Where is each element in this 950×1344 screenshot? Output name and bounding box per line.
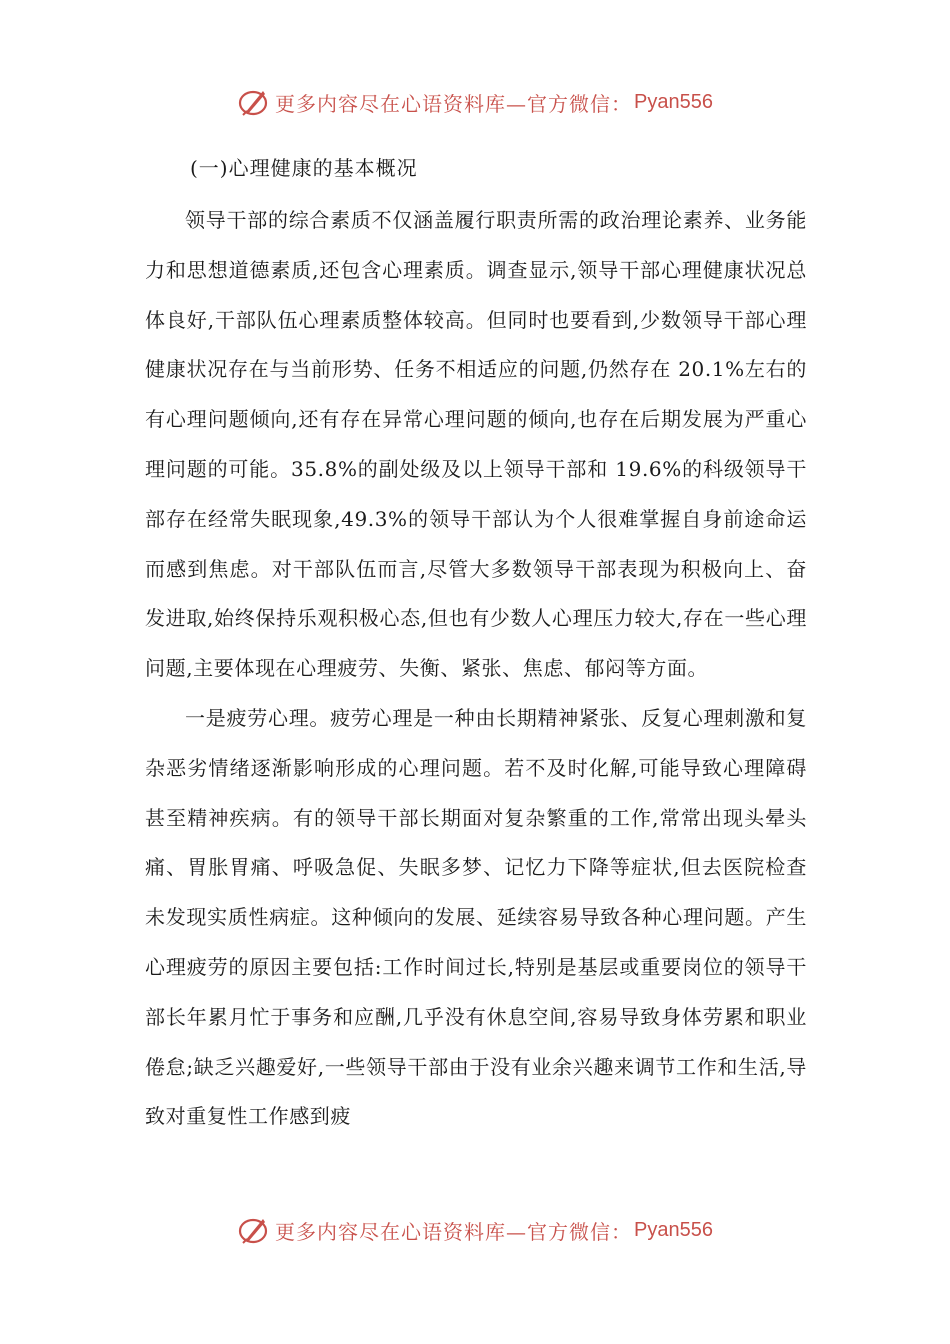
- watermark-text: 更多内容尽在心语资料库—官方微信：: [275, 91, 633, 116]
- document-body: [145, 150, 807, 1142]
- paragraph: 领导干部的综合素质不仅涵盖履行职责所需的政治理论素养、业务能力和思想道德素质,还包含心理素质。调查显示,领导干部心理健康状况总体良好,干部队伍心理素质整体较高。但同时也要看到,少数领导干部心理健康状况存在与当前形势、任务不相适应的问题,仍然存在 20.1%左右的有心理问题倾向,还有存在异常心理问题的倾向,也存在后期发展为严重心理问题的可能。35.8%的副处级及以上领导干部和 19.6%的科级领导干部存在经常失眠现象,49.3%的领导干部认为个人很难掌握自身前途命运而感到焦虑。对干部队伍而言,尽管大多数领导干部表现为积极向上、奋发进取,始终保持乐观积极心态,但也有少数人心理压力较大,存在一些心理问题,主要体现在心理疲劳、失衡、紧张、焦虑、郁闷等方面。: [145, 208, 807, 681]
- quill-logo-icon: [237, 1213, 271, 1247]
- watermark-header: [0, 82, 950, 122]
- quill-logo-icon: [237, 85, 271, 119]
- watermark-wechat-id: Pyan556: [634, 90, 713, 113]
- paragraph: 一是疲劳心理。疲劳心理是一种由长期精神紧张、反复心理刺激和复杂恶劣情绪逐渐影响形成的心理问题。若不及时化解,可能导致心理障碍甚至精神疾病。有的领导干部长期面对复杂繁重的工作,常常出现头晕头痛、胃胀胃痛、呼吸急促、失眠多梦、记忆力下降等症状,但去医院检查未发现实质性病症。这种倾向的发展、延续容易导致各种心理问题。产生心理疲劳的原因主要包括:工作时间过长,特别是基层或重要岗位的领导干部长年累月忙于事务和应酬,几乎没有休息空间,容易导致身体劳累和职业倦怠;缺乏兴趣爱好,一些领导干部由于没有业余兴趣来调节工作和生活,导致对重复性工作感到疲: [145, 705, 807, 1129]
- watermark-text: 更多内容尽在心语资料库—官方微信：: [275, 1219, 633, 1244]
- watermark-wechat-id: Pyan556: [634, 1218, 713, 1241]
- section-heading: (一)心理健康的基本概况: [190, 156, 418, 180]
- watermark-footer: [0, 1210, 950, 1250]
